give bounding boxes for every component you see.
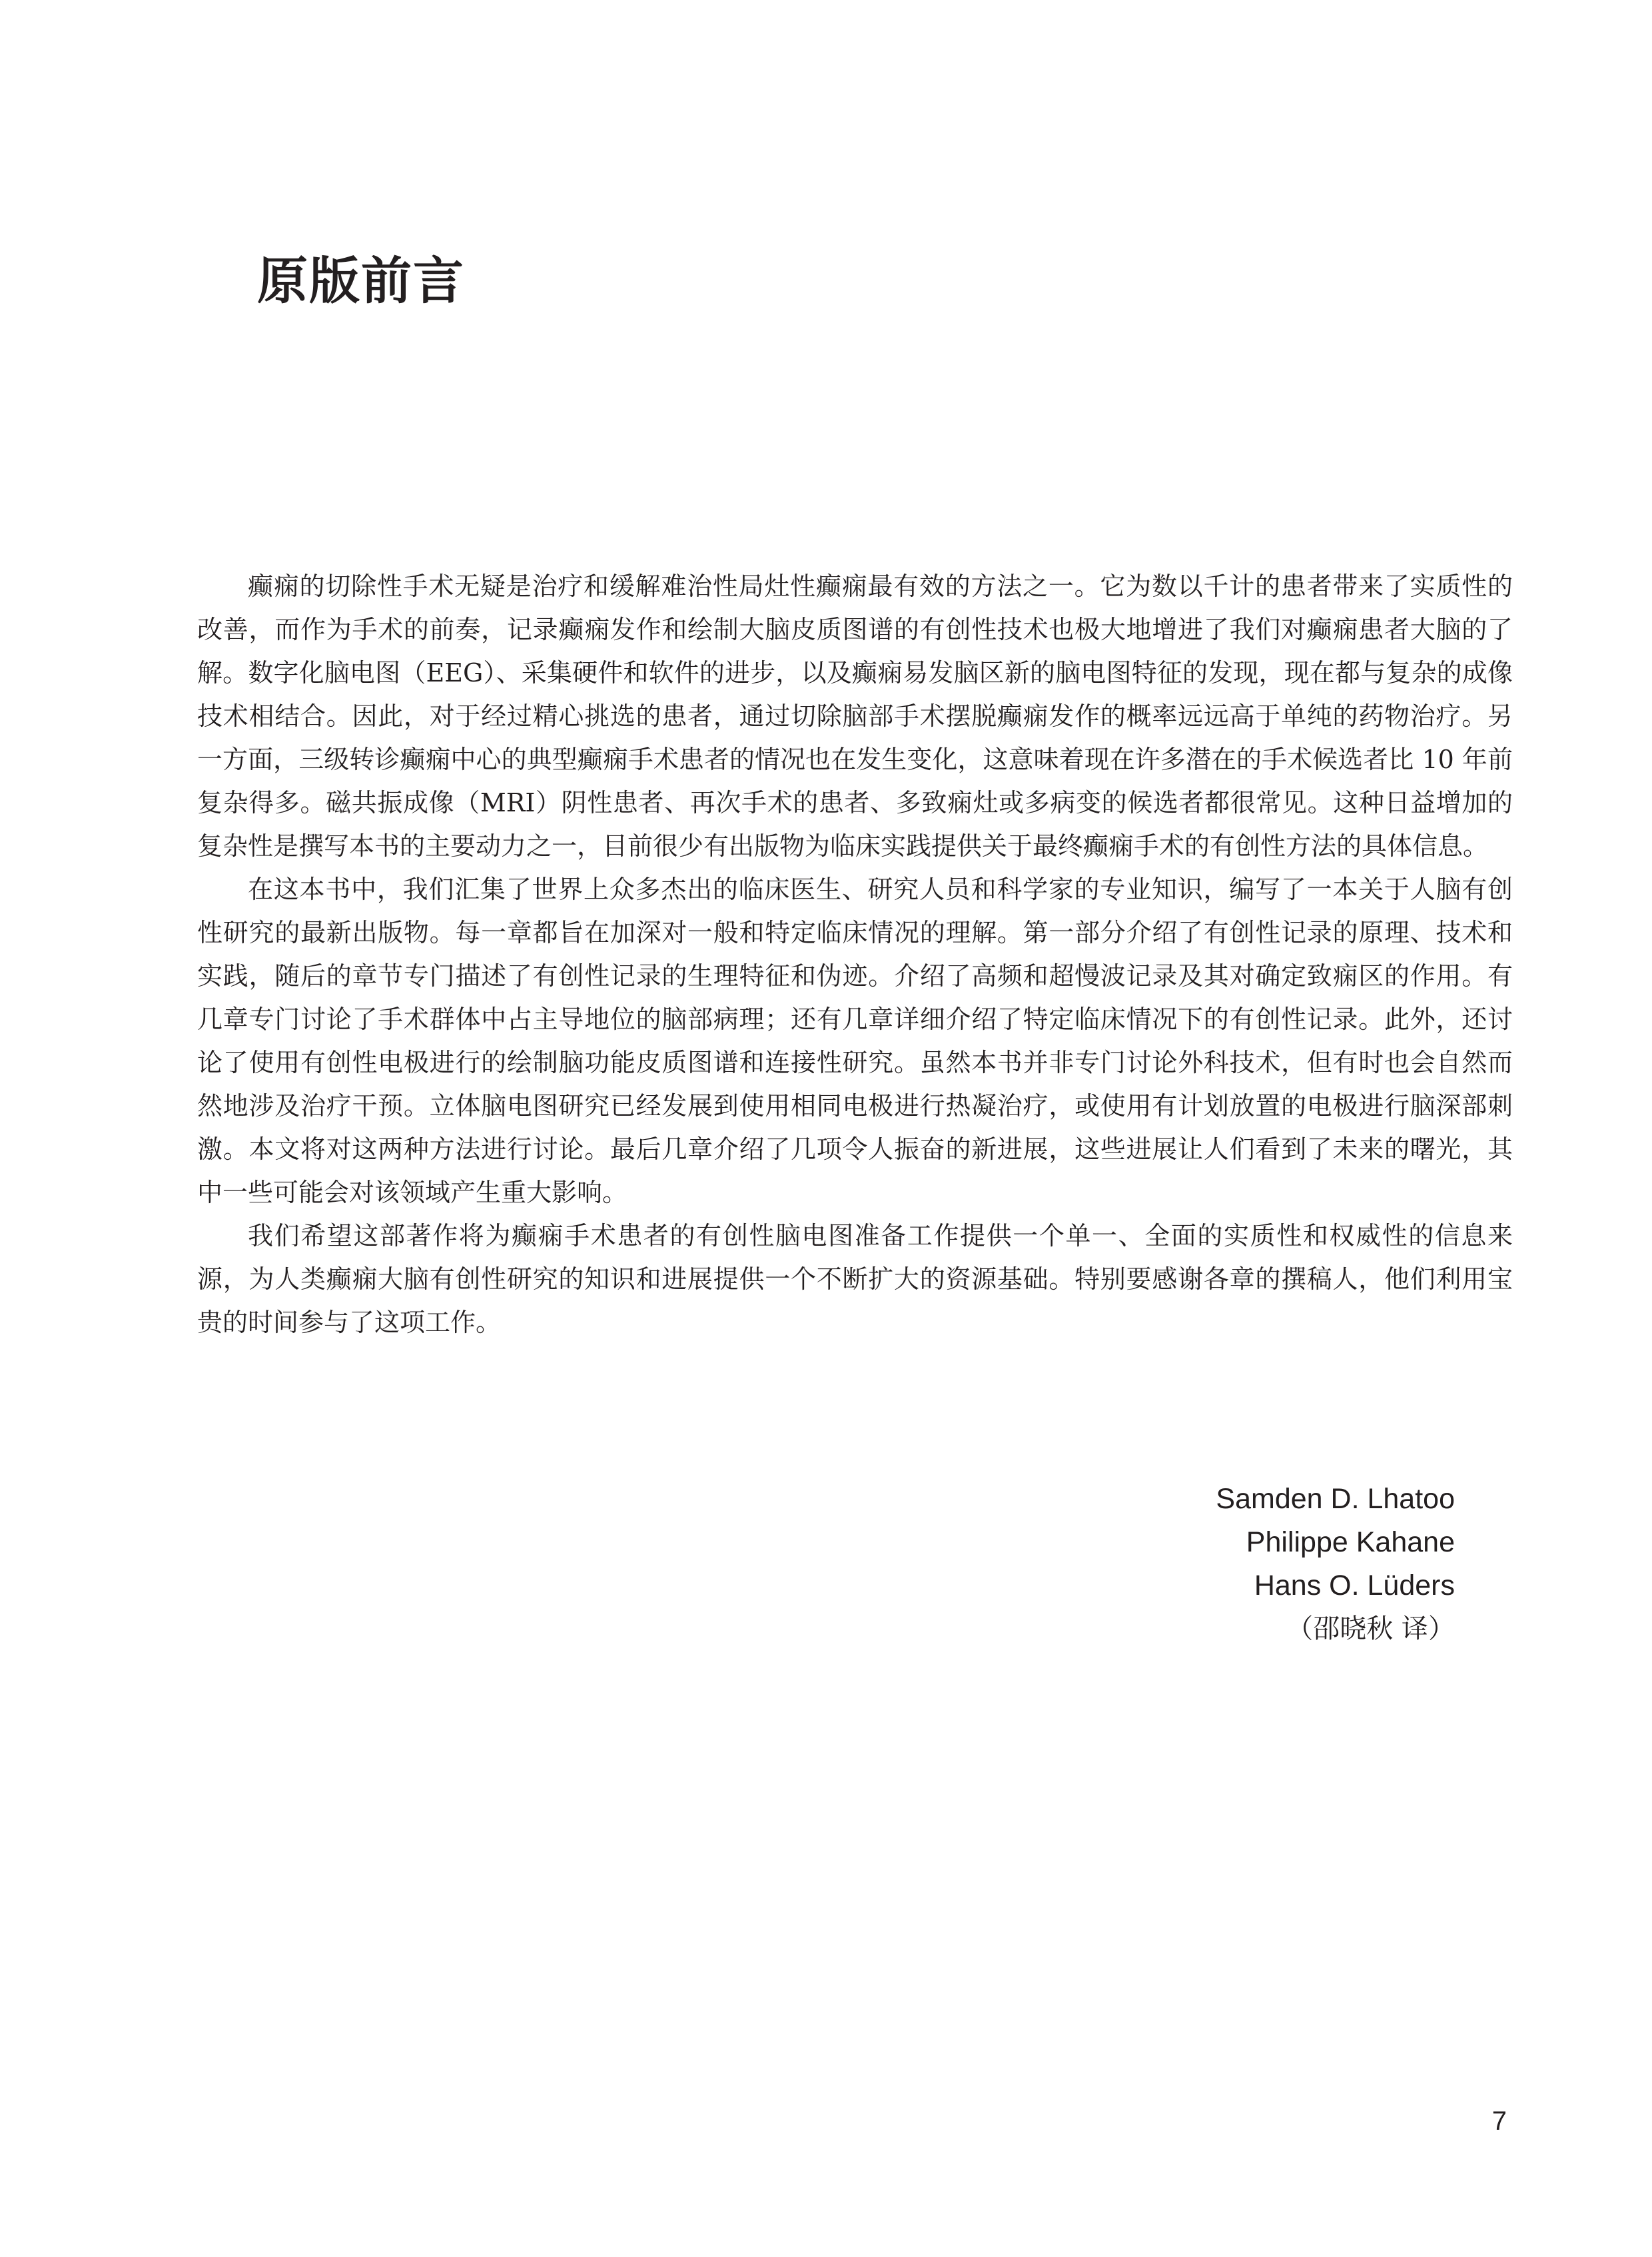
translator-credit: （邵晓秋 译）: [1286, 1613, 1455, 1644]
signature-block: [1216, 1478, 1455, 1651]
paragraph: 癫痫的切除性手术无疑是治疗和缓解难治性局灶性癫痫最有效的方法之一。它为数以千计的患者带来了实质性的改善，而作为手术的前奏，记录癫痫发作和绘制大脑皮质图谱的有创性技术也极大地增进了我们对癫痫患者大脑的了解。数字化脑电图（EEG）、采集硬件和软件的进步，以及癫痫易发脑区新的脑电图特征的发现，现在都与复杂的成像技术相结合。因此，对于经过精心挑选的患者，通过切除脑部手术摆脱癫痫发作的概率远远高于单纯的药物治疗。另一方面，三级转诊癫痫中心的典型癫痫手术患者的情况也在发生变化，这意味着现在许多潜在的手术候选者比 10 年前复杂得多。磁共振成像（MRI）阴性患者、再次手术的患者、多致痫灶或多病变的候选者都很常见。这种日益增加的复杂性是撰写本书的主要动力之一，目前很少有出版物为临床实践提供关于最终癫痫手术的有创性方法的具体信息。: [197, 572, 1513, 861]
page-number: 7: [1491, 2106, 1507, 2136]
paragraph: 在这本书中，我们汇集了世界上众多杰出的临床医生、研究人员和科学家的专业知识，编写了一本关于人脑有创性研究的最新出版物。每一章都旨在加深对一般和特定临床情况的理解。第一部分介绍了有创性记录的原理、技术和实践，随后的章节专门描述了有创性记录的生理特征和伪迹。介绍了高频和超慢波记录及其对确定致痫区的作用。有几章专门讨论了手术群体中占主导地位的脑部病理；还有几章详细介绍了特定临床情况下的有创性记录。此外，还讨论了使用有创性电极进行的绘制脑功能皮质图谱和连接性研究。虽然本书并非专门讨论外科技术，但有时也会自然而然地涉及治疗干预。立体脑电图研究已经发展到使用相同电极进行热凝治疗，或使用有计划放置的电极进行脑深部刺激。本文将对这两种方法进行讨论。最后几章介绍了几项令人振奋的新进展，这些进展让人们看到了未来的曙光，其中一些可能会对该领域产生重大影响。: [197, 875, 1513, 1207]
preface-body: [197, 565, 1513, 1344]
page-title: 原版前言: [257, 251, 465, 310]
author-name: Philippe Kahane: [1246, 1526, 1455, 1558]
author-name: Samden D. Lhatoo: [1216, 1483, 1455, 1515]
paragraph: 我们希望这部著作将为癫痫手术患者的有创性脑电图准备工作提供一个单一、全面的实质性和权威性的信息来源，为人类癫痫大脑有创性研究的知识和进展提供一个不断扩大的资源基础。特别要感谢各章的撰稿人，他们利用宝贵的时间参与了这项工作。: [197, 1221, 1513, 1337]
author-name: Hans O. Lüders: [1254, 1570, 1455, 1601]
